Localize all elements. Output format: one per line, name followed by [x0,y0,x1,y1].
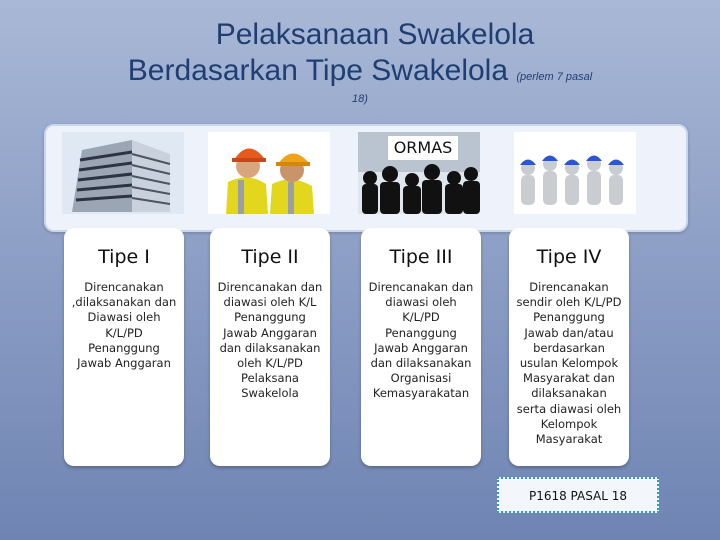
card-description: Direncanakan dan diawasi oleh K/L/PD Penanggung Jawab Anggaran dan dilaksanakan Organisasi Kemasyarakatan [368,280,474,401]
building-icon [62,132,184,214]
card-description: Direncanakan dan diawasi oleh K/L Penanggung Jawab Anggaran dan dilaksanakan oleh K/L/PD Pelaksana Swakelola [217,280,323,401]
reference-box: P1618 PASAL 18 [497,477,659,513]
title-line-2-text: Berdasarkan Tipe Swakelola [127,54,509,87]
title-line-1: Pelaksanaan Swakelola [215,18,535,51]
card-title: Tipe III [389,246,453,268]
ormas-label: ORMAS [388,136,458,160]
card-description: Direncanakan sendir oleh K/L/PD Penanggung Jawab dan/atau berdasarkan usulan Kelompok Masyarakat dan dilaksanakan serta diawasi oleh Kelompok Masyarakat [516,280,622,447]
ormas-crowd-icon [358,132,480,214]
title-note-continued: 18) [352,93,368,105]
card-title: Tipe II [241,246,299,268]
card-tipe-1 [64,228,184,466]
workers-icon [208,132,330,214]
card-tipe-4 [509,228,629,466]
title-line-2 [0,54,720,94]
card-tipe-3 [361,228,481,466]
card-title: Tipe IV [536,246,602,268]
community-workers-icon [514,132,636,214]
card-description: Direncanakan ,dilaksanakan dan Diawasi oleh K/L/PD Penanggung Jawab Anggaran [71,280,177,371]
card-title: Tipe I [98,246,150,268]
title-note: (perlem 7 pasal [516,71,593,83]
card-tipe-2 [210,228,330,466]
